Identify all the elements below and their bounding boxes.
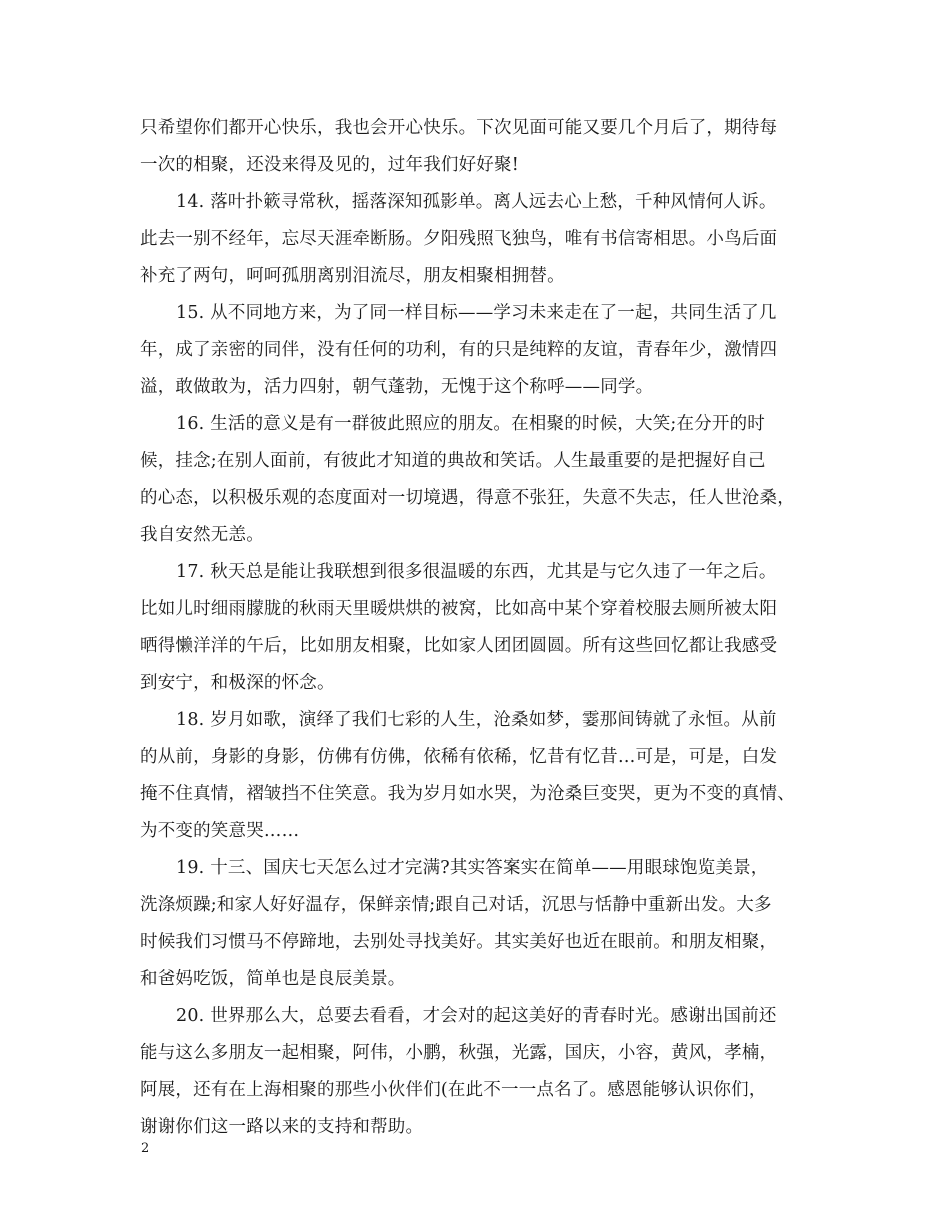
text-line: 阿展，还有在上海相聚的那些小伙伴们(在此不一一点名了。感恩能够认识你们，	[140, 1080, 767, 1100]
text-line: 和爸妈吃饭，简单也是良辰美景。	[140, 969, 406, 989]
paragraph-start-line: 15. 从不同地方来，为了同一样目标——学习未来走在了一起，共同生活了几	[176, 303, 777, 323]
paragraph-start-line: 14. 落叶扑簌寻常秋，摇落深知孤影单。离人远去心上愁，千种风情何人诉。	[176, 192, 777, 212]
text-line: 比如儿时细雨朦胧的秋雨天里暖烘烘的被窝，比如高中某个穿着校服去厕所被太阳	[140, 599, 778, 619]
text-line: 候，挂念;在别人面前，有彼此才知道的典故和笑话。人生最重要的是把握好自己	[140, 451, 766, 471]
text-line: 的心态，以积极乐观的态度面对一切境遇，得意不张狂，失意不失志，任人世沧桑，	[140, 488, 795, 508]
text-line: 我自安然无恙。	[140, 525, 264, 545]
text-line: 掩不住真情，褶皱挡不住笑意。我为岁月如水哭，为沧桑巨变哭，更为不变的真情、	[140, 784, 795, 804]
text-line: 年，成了亲密的同伴，没有任何的功利，有的只是纯粹的友谊，青春年少，激情四	[140, 340, 778, 360]
text-line: 时候我们习惯马不停蹄地，去别处寻找美好。其实美好也近在眼前。和朋友相聚，	[140, 932, 778, 952]
page-number: 2	[141, 1141, 150, 1156]
paragraph-start-line: 16. 生活的意义是有一群彼此照应的朋友。在相聚的时候，大笑;在分开的时	[176, 414, 765, 434]
text-line: 到安宁，和极深的怀念。	[140, 673, 335, 693]
paragraph-start-line: 18. 岁月如歌，演绎了我们七彩的人生，沧桑如梦，霎那间铸就了永恒。从前	[176, 710, 777, 730]
text-line: 洗涤烦躁;和家人好好温存，保鲜亲情;跟自己对话，沉思与恬静中重新出发。大多	[140, 895, 772, 915]
paragraph-start-line: 17. 秋天总是能让我联想到很多很温暖的东西，尤其是与它久违了一年之后。	[176, 562, 777, 582]
text-line: 只希望你们都开心快乐，我也会开心快乐。下次见面可能又要几个月后了，期待每	[140, 118, 778, 138]
text-line: 谢谢你们这一路以来的支持和帮助。	[140, 1117, 424, 1137]
text-line: 补充了两句，呵呵孤朋离别泪流尽，朋友相聚相拥替。	[140, 266, 565, 286]
text-line: 溢，敢做敢为，活力四射，朝气蓬勃，无愧于这个称呼——同学。	[140, 377, 654, 397]
text-line: 为不变的笑意哭……	[140, 821, 300, 841]
paragraph-start-line: 19. 十三、国庆七天怎么过才完满?其实答案实在简单——用眼球饱览美景，	[176, 858, 769, 878]
text-line: 此去一别不经年，忘尽天涯牵断肠。夕阳残照飞独鸟，唯有书信寄相思。小鸟后面	[140, 229, 778, 249]
text-line: 晒得懒洋洋的午后，比如朋友相聚，比如家人团团圆圆。所有这些回忆都让我感受	[140, 636, 778, 656]
text-line: 能与这么多朋友一起相聚，阿伟，小鹏，秋强，光露，国庆，小容，黄风，孝楠，	[140, 1043, 778, 1063]
text-line: 的从前，身影的身影，仿佛有仿佛，依稀有依稀，忆昔有忆昔…可是，可是，白发	[140, 747, 778, 767]
paragraph-start-line: 20. 世界那么大，总要去看看，才会对的起这美好的青春时光。感谢出国前还	[176, 1006, 777, 1026]
text-line: 一次的相聚，还没来得及见的，过年我们好好聚!	[140, 155, 519, 175]
